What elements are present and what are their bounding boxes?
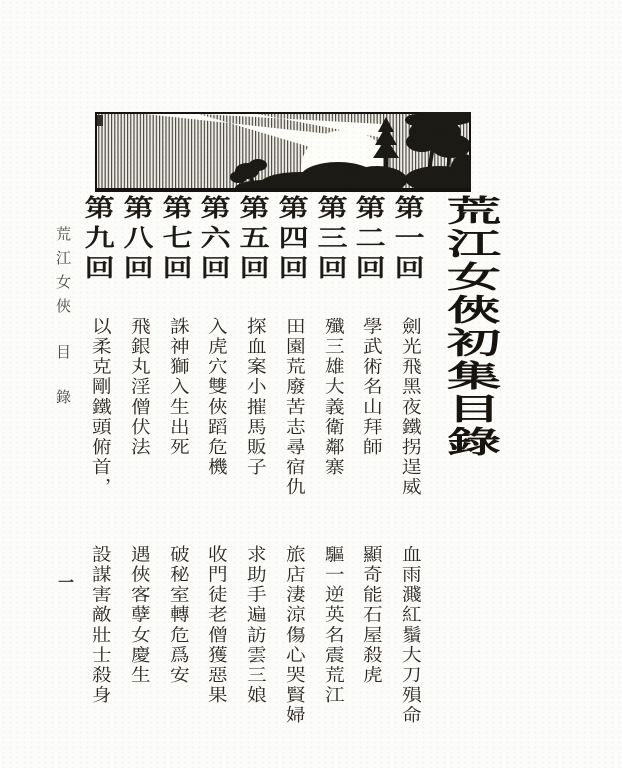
chapter-1-line2: 血雨濺紅鬚大刀殞命 <box>400 545 423 726</box>
banner-baseline <box>95 188 471 192</box>
chapter-6-label: 第六回 <box>195 195 228 285</box>
chapter-7-label: 第七回 <box>156 195 189 285</box>
chapter-9-line1: 以柔克剛鐵頭俯首， <box>90 317 113 498</box>
chapter-7-line1: 誅神獅入生出死 <box>167 317 190 458</box>
chapter-9-line2: 設謀害敵壯士殺身 <box>90 545 113 706</box>
chapter-8-line1: 飛銀丸淫僧伏法 <box>128 317 152 458</box>
chapter-2-line2: 顯奇能石屋殺虎 <box>361 545 384 686</box>
book-title: 荒江女俠初集目錄 <box>438 195 498 459</box>
chapter-8-label: 第八回 <box>117 195 151 285</box>
chapter-8-line2: 遇俠客孽女慶生 <box>128 545 152 686</box>
chapter-4-line2: 旅店淒涼傷心哭賢婦 <box>283 545 307 726</box>
chapter-3-line2: 驅一逆英名震荒江 <box>322 545 345 706</box>
chapter-2-label: 第二回 <box>350 195 383 285</box>
chapter-4-line1: 田園荒廢苦志尋宿仇 <box>283 317 307 498</box>
chapter-1-label: 第一回 <box>389 195 422 285</box>
chapter-3-label: 第三回 <box>311 195 344 285</box>
chapter-6-line1: 入虎穴雙俠蹈危機 <box>206 317 229 478</box>
margin-section-label: 目錄 <box>54 344 70 434</box>
corner-ink-mark <box>97 115 103 126</box>
chapter-2-line1: 學武術名山拜師 <box>361 317 384 458</box>
chapter-9-label: 第九回 <box>79 195 112 285</box>
woodcut-banner-illustration <box>95 112 471 192</box>
chapter-5-line2: 求助手遍訪雲三娘 <box>245 545 268 706</box>
margin-running-title: 荒江女俠 <box>54 226 70 322</box>
chapter-7-line2: 破秘室轉危爲安 <box>167 545 190 686</box>
chapter-5-line1: 探血案小摧馬販子 <box>245 317 268 478</box>
chapter-3-line1: 殲三雄大義衛鄰寨 <box>322 317 345 478</box>
chapter-1-line1: 劍光飛黑夜鐵拐逞威 <box>400 317 423 498</box>
chapter-4-label: 第四回 <box>272 195 306 285</box>
chapter-5-label: 第五回 <box>234 195 267 285</box>
page-number: 一 <box>58 575 75 592</box>
chapter-6-line2: 收門徒老僧獲惡果 <box>206 545 229 706</box>
